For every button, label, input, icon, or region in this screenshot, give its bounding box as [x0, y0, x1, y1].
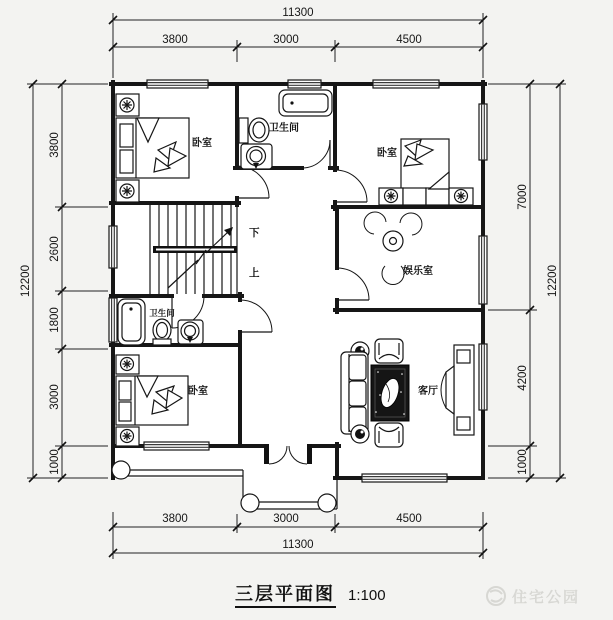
column [112, 461, 130, 479]
bed [116, 118, 189, 178]
washbasin [241, 144, 272, 169]
dim-bottom-seg2: 3000 [273, 513, 299, 525]
lamp-icon [120, 184, 134, 198]
lamp-icon [121, 430, 134, 443]
dim-right-seg2: 4200 [517, 365, 529, 391]
bed [116, 376, 188, 425]
dimension-right [488, 80, 566, 482]
window-living-bottom [362, 474, 447, 482]
coffee-table [371, 365, 409, 421]
window-bedroom-top-left [147, 80, 208, 88]
toilet [153, 319, 171, 345]
dim-bottom-total: 11300 [282, 539, 314, 551]
armchair [375, 339, 403, 363]
dim-left-seg4: 3000 [49, 384, 61, 410]
watermark-text: 住宅公园 [512, 589, 581, 606]
window-entertainment [479, 236, 487, 304]
bathtub [279, 90, 332, 116]
room-label: 卫生间 [149, 308, 175, 318]
room-label: 娱乐室 [403, 266, 433, 277]
dim-bottom-seg1: 3800 [162, 513, 188, 525]
drawing-title: 三层平面图 [235, 584, 335, 604]
room-label: 卧室 [188, 386, 208, 397]
room-label: 卧室 [377, 148, 397, 159]
window-bathroom-left [109, 298, 117, 342]
window-bedroom-bottom [144, 442, 209, 450]
dim-right-seg3: 1000 [517, 449, 529, 475]
drawing-scale: 1:100 [348, 587, 386, 604]
dim-left-total: 12200 [20, 265, 32, 297]
lamp-icon [385, 190, 398, 203]
watermark-logo-icon [487, 587, 505, 605]
toilet [239, 118, 269, 143]
dimension-bottom [109, 512, 487, 559]
stair-label-up: 上 [249, 267, 260, 279]
watermark [487, 587, 580, 606]
side-table [351, 425, 369, 443]
dim-right-total: 12200 [547, 265, 559, 297]
window-bedroom-right-wall [479, 104, 487, 160]
dimension-top [109, 7, 487, 78]
window-bedroom-top-right [373, 80, 439, 88]
title-block [235, 584, 386, 607]
dim-left-seg5: 1000 [49, 449, 61, 475]
column [241, 494, 259, 512]
room-label: 客厅 [418, 386, 438, 397]
lamp-icon [455, 190, 468, 203]
armchair [375, 423, 403, 447]
dim-top-seg3: 4500 [396, 34, 422, 46]
window-living-right [479, 344, 487, 410]
dim-right-seg1: 7000 [517, 184, 529, 210]
window-bathroom-top [288, 80, 321, 88]
dimension-left [20, 80, 108, 482]
room-label: 卧室 [192, 138, 212, 149]
stair-label-down: 下 [249, 227, 260, 239]
dim-left-seg2: 2600 [49, 236, 61, 262]
dim-top-seg2: 3000 [273, 34, 299, 46]
dim-bottom-seg3: 4500 [396, 513, 422, 525]
washbasin [178, 320, 203, 344]
column [318, 494, 336, 512]
dim-top-total: 11300 [282, 7, 314, 19]
room-label: 卫生间 [269, 123, 299, 134]
tv [446, 366, 454, 414]
window-staircase [109, 226, 117, 268]
lamp-icon [121, 358, 134, 371]
dim-left-seg1: 3800 [49, 132, 61, 158]
lamp-icon [120, 98, 134, 112]
dim-top-seg1: 3800 [162, 34, 188, 46]
dim-left-seg3: 1800 [49, 307, 61, 333]
bathtub [118, 299, 145, 345]
sofa [341, 352, 368, 434]
